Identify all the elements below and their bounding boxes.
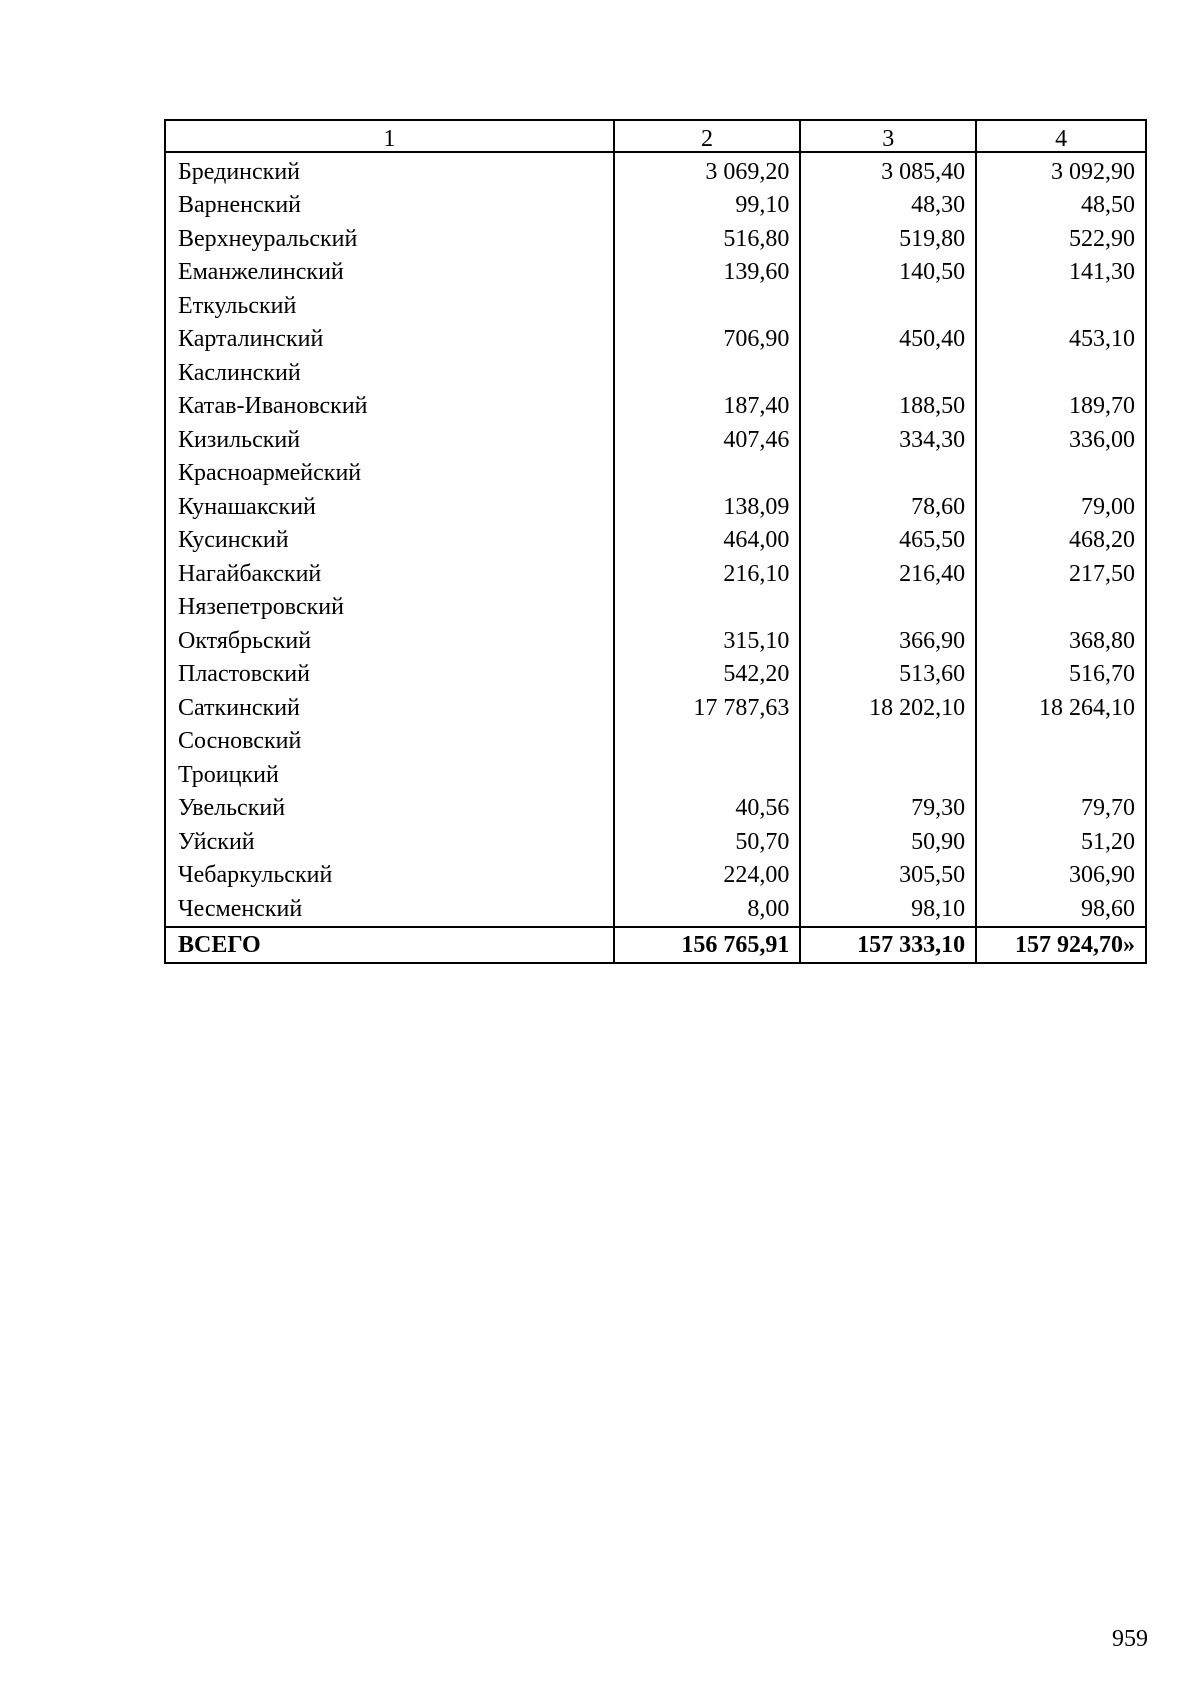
district-name: Верхнеуральский bbox=[165, 222, 614, 256]
cell-value-col2: 464,00 bbox=[614, 524, 801, 558]
cell-value-col2 bbox=[614, 289, 801, 323]
cell-value-col4 bbox=[976, 356, 1146, 390]
cell-value-col4: 79,70 bbox=[976, 792, 1146, 826]
cell-value-col2: 706,90 bbox=[614, 323, 801, 357]
cell-value-col3: 50,90 bbox=[800, 825, 976, 859]
cell-value-col3 bbox=[800, 356, 976, 390]
cell-value-col2 bbox=[614, 725, 801, 759]
district-name: Каслинский bbox=[165, 356, 614, 390]
table-row bbox=[165, 658, 1146, 692]
district-name: Карталинский bbox=[165, 323, 614, 357]
cell-value-col2: 139,60 bbox=[614, 256, 801, 290]
cell-value-col3: 216,40 bbox=[800, 557, 976, 591]
district-name: Кусинский bbox=[165, 524, 614, 558]
district-name: Увельский bbox=[165, 792, 614, 826]
cell-value-col3 bbox=[800, 758, 976, 792]
total-value: 156 765,91 bbox=[614, 927, 801, 963]
cell-value-col4 bbox=[976, 591, 1146, 625]
table-row bbox=[165, 825, 1146, 859]
cell-value-col4: 48,50 bbox=[976, 189, 1146, 223]
cell-value-col3: 79,30 bbox=[800, 792, 976, 826]
cell-value-col3: 334,30 bbox=[800, 423, 976, 457]
table-row bbox=[165, 859, 1146, 893]
cell-value-col2: 187,40 bbox=[614, 390, 801, 424]
cell-value-col4: 98,60 bbox=[976, 892, 1146, 927]
district-name: Сосновский bbox=[165, 725, 614, 759]
table-row bbox=[165, 624, 1146, 658]
cell-value-col3 bbox=[800, 725, 976, 759]
district-name: Уйский bbox=[165, 825, 614, 859]
cell-value-col2: 224,00 bbox=[614, 859, 801, 893]
table-row bbox=[165, 892, 1146, 927]
cell-value-col3 bbox=[800, 457, 976, 491]
table-row bbox=[165, 222, 1146, 256]
cell-value-col3: 465,50 bbox=[800, 524, 976, 558]
total-value: 157 333,10 bbox=[800, 927, 976, 963]
cell-value-col3: 78,60 bbox=[800, 490, 976, 524]
cell-value-col3: 188,50 bbox=[800, 390, 976, 424]
district-name: Саткинский bbox=[165, 691, 614, 725]
cell-value-col4: 3 092,90 bbox=[976, 152, 1146, 189]
cell-value-col4 bbox=[976, 457, 1146, 491]
table-row bbox=[165, 792, 1146, 826]
cell-value-col2: 138,09 bbox=[614, 490, 801, 524]
table-row bbox=[165, 725, 1146, 759]
table-row bbox=[165, 557, 1146, 591]
table-row bbox=[165, 289, 1146, 323]
cell-value-col2: 8,00 bbox=[614, 892, 801, 927]
district-name: Еманжелинский bbox=[165, 256, 614, 290]
cell-value-col3: 98,10 bbox=[800, 892, 976, 927]
district-name: Кизильский bbox=[165, 423, 614, 457]
cell-value-col2 bbox=[614, 758, 801, 792]
cell-value-col4: 468,20 bbox=[976, 524, 1146, 558]
cell-value-col3: 48,30 bbox=[800, 189, 976, 223]
cell-value-col4: 453,10 bbox=[976, 323, 1146, 357]
cell-value-col3 bbox=[800, 289, 976, 323]
cell-value-col2 bbox=[614, 356, 801, 390]
table-row bbox=[165, 758, 1146, 792]
page-number: 959 bbox=[1112, 1626, 1148, 1652]
cell-value-col2: 315,10 bbox=[614, 624, 801, 658]
cell-value-col2: 542,20 bbox=[614, 658, 801, 692]
cell-value-col3: 519,80 bbox=[800, 222, 976, 256]
cell-value-col3: 140,50 bbox=[800, 256, 976, 290]
table-row bbox=[165, 591, 1146, 625]
cell-value-col4: 51,20 bbox=[976, 825, 1146, 859]
column-header: 3 bbox=[800, 120, 976, 152]
cell-value-col2: 216,10 bbox=[614, 557, 801, 591]
district-name: Еткульский bbox=[165, 289, 614, 323]
district-name: Октябрьский bbox=[165, 624, 614, 658]
cell-value-col3: 513,60 bbox=[800, 658, 976, 692]
table-row bbox=[165, 524, 1146, 558]
table-row bbox=[165, 423, 1146, 457]
cell-value-col4: 522,90 bbox=[976, 222, 1146, 256]
cell-value-col4: 141,30 bbox=[976, 256, 1146, 290]
cell-value-col3: 3 085,40 bbox=[800, 152, 976, 189]
total-label: ВСЕГО bbox=[165, 927, 614, 963]
district-name: Пластовский bbox=[165, 658, 614, 692]
cell-value-col4 bbox=[976, 758, 1146, 792]
table-header-row bbox=[165, 120, 1146, 152]
cell-value-col4: 79,00 bbox=[976, 490, 1146, 524]
cell-value-col4: 18 264,10 bbox=[976, 691, 1146, 725]
table-row bbox=[165, 457, 1146, 491]
table-row bbox=[165, 189, 1146, 223]
district-name: Нязепетровский bbox=[165, 591, 614, 625]
cell-value-col2: 407,46 bbox=[614, 423, 801, 457]
table-row bbox=[165, 356, 1146, 390]
cell-value-col2: 3 069,20 bbox=[614, 152, 801, 189]
district-name: Брединский bbox=[165, 152, 614, 189]
cell-value-col2 bbox=[614, 457, 801, 491]
cell-value-col3 bbox=[800, 591, 976, 625]
cell-value-col2: 99,10 bbox=[614, 189, 801, 223]
data-table bbox=[164, 119, 1147, 964]
table-body bbox=[165, 152, 1146, 927]
table-row bbox=[165, 152, 1146, 189]
cell-value-col2: 516,80 bbox=[614, 222, 801, 256]
district-name: Нагайбакский bbox=[165, 557, 614, 591]
cell-value-col4 bbox=[976, 289, 1146, 323]
cell-value-col2: 50,70 bbox=[614, 825, 801, 859]
table-row bbox=[165, 390, 1146, 424]
district-name: Варненский bbox=[165, 189, 614, 223]
district-name: Чебаркульский bbox=[165, 859, 614, 893]
cell-value-col4: 368,80 bbox=[976, 624, 1146, 658]
cell-value-col2 bbox=[614, 591, 801, 625]
column-header: 1 bbox=[165, 120, 614, 152]
district-name: Кунашакский bbox=[165, 490, 614, 524]
cell-value-col4: 336,00 bbox=[976, 423, 1146, 457]
cell-value-col2: 40,56 bbox=[614, 792, 801, 826]
cell-value-col3: 305,50 bbox=[800, 859, 976, 893]
cell-value-col4: 189,70 bbox=[976, 390, 1146, 424]
cell-value-col4: 306,90 bbox=[976, 859, 1146, 893]
total-value: 157 924,70» bbox=[976, 927, 1146, 963]
cell-value-col3: 450,40 bbox=[800, 323, 976, 357]
district-name: Катав-Ивановский bbox=[165, 390, 614, 424]
table-row bbox=[165, 256, 1146, 290]
cell-value-col4: 516,70 bbox=[976, 658, 1146, 692]
cell-value-col3: 18 202,10 bbox=[800, 691, 976, 725]
district-name: Красноармейский bbox=[165, 457, 614, 491]
table-row bbox=[165, 490, 1146, 524]
cell-value-col2: 17 787,63 bbox=[614, 691, 801, 725]
district-name: Чесменский bbox=[165, 892, 614, 927]
column-header: 2 bbox=[614, 120, 801, 152]
table-row bbox=[165, 323, 1146, 357]
cell-value-col4 bbox=[976, 725, 1146, 759]
total-row bbox=[165, 927, 1146, 963]
cell-value-col4: 217,50 bbox=[976, 557, 1146, 591]
table-row bbox=[165, 691, 1146, 725]
district-name: Троицкий bbox=[165, 758, 614, 792]
cell-value-col3: 366,90 bbox=[800, 624, 976, 658]
column-header: 4 bbox=[976, 120, 1146, 152]
